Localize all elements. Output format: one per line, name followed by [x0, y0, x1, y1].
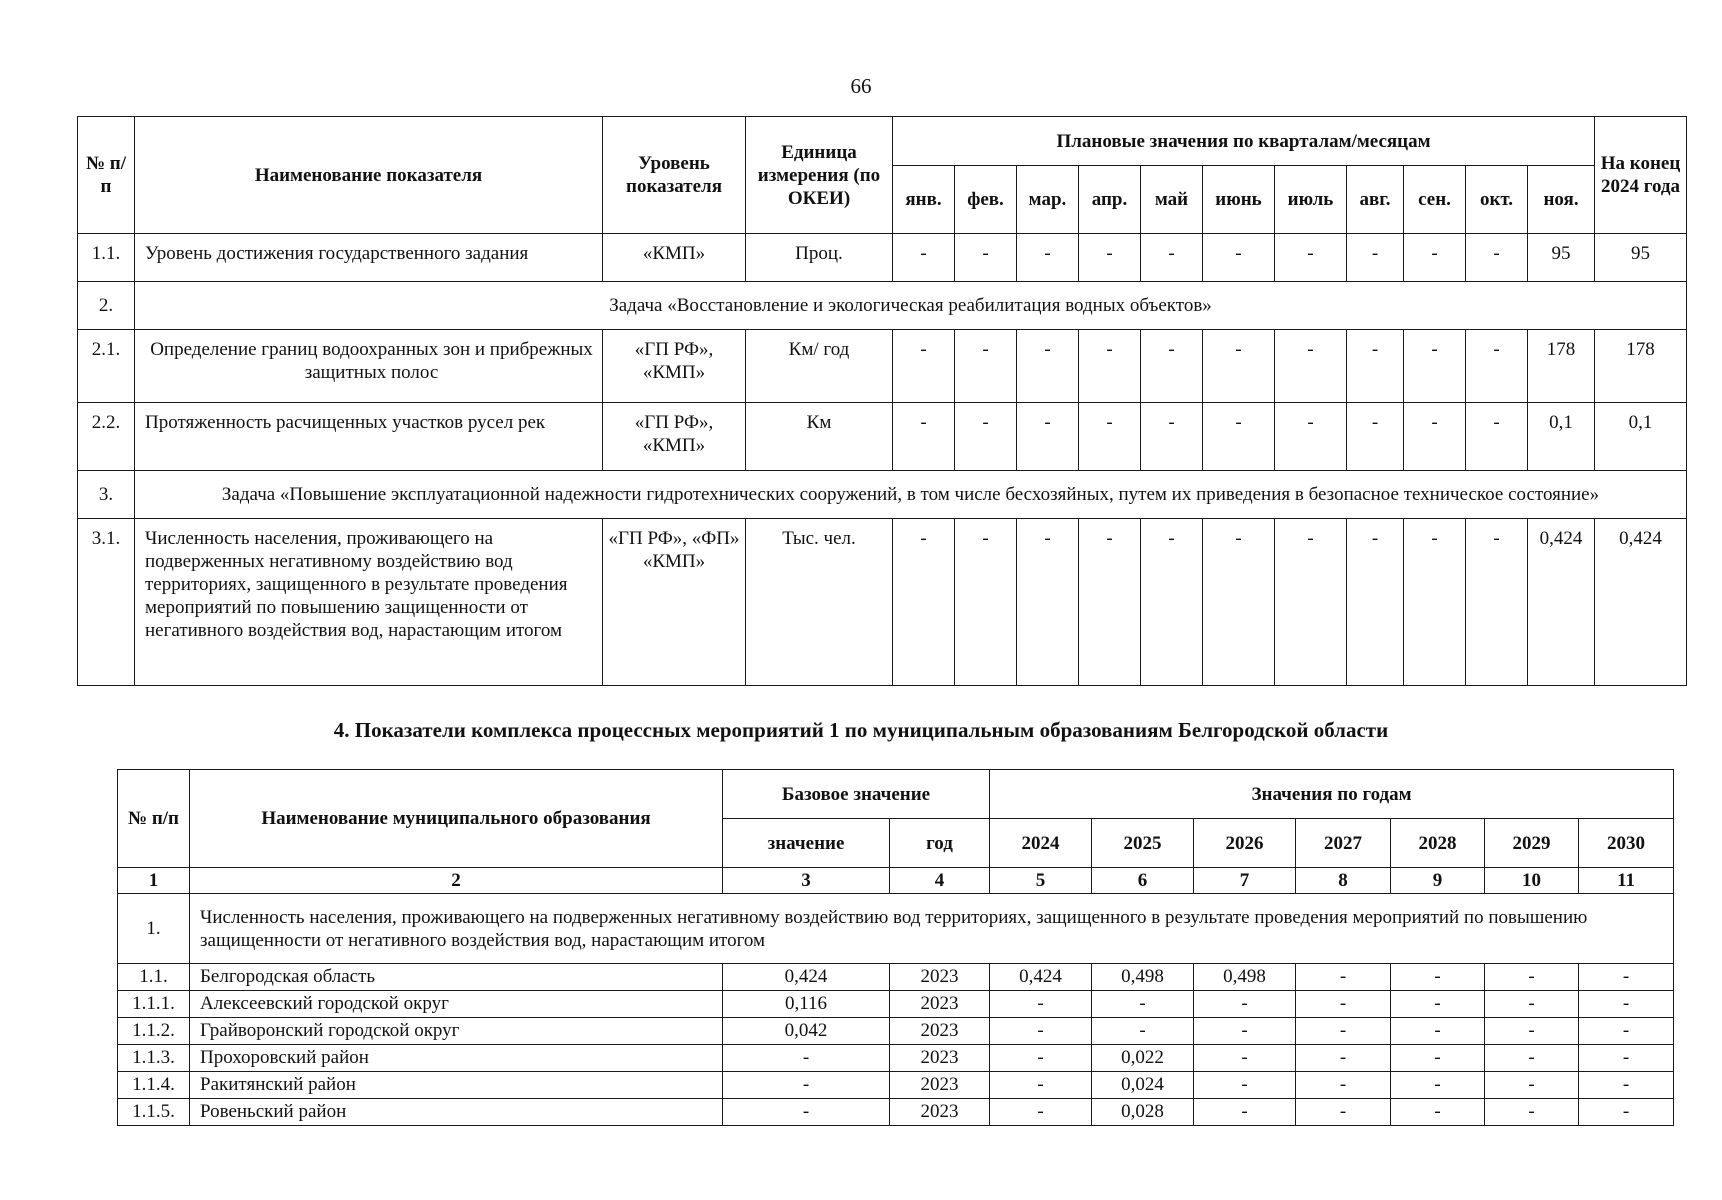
year-value: -: [1194, 1072, 1296, 1099]
indicator-level: «ГП РФ», «КМП»: [603, 403, 746, 471]
indicator-level: «ГП РФ», «ФП» «КМП»: [603, 519, 746, 686]
month-value: -: [1404, 330, 1466, 403]
row-num: 1.1.4.: [118, 1072, 190, 1099]
indicator-name: Протяженность расчищенных участков русел рек: [135, 403, 603, 471]
base-year: 2023: [890, 1018, 990, 1045]
year-value: -: [1194, 1099, 1296, 1126]
header-unit: Единица измерения (по ОКЕИ): [746, 117, 893, 234]
row-num: 1.1.2.: [118, 1018, 190, 1045]
month-value: -: [1466, 519, 1528, 686]
month-value: -: [893, 519, 955, 686]
base-value: 0,042: [723, 1018, 890, 1045]
t2-header-year: 2029: [1485, 819, 1579, 868]
month-value: -: [1203, 234, 1275, 282]
base-year: 2023: [890, 964, 990, 991]
header-num: № п/п: [78, 117, 135, 234]
indicator-row: [78, 519, 1687, 686]
month-value: -: [1203, 519, 1275, 686]
month-value: -: [1017, 234, 1079, 282]
header-month: апр.: [1079, 166, 1141, 234]
row-num: 1.1.3.: [118, 1045, 190, 1072]
indicator-unit: Тыс. чел.: [746, 519, 893, 686]
t2-header-year: 2028: [1391, 819, 1485, 868]
year-value: -: [1579, 1099, 1674, 1126]
year-value: 0,498: [1194, 964, 1296, 991]
t2-header-year: 2027: [1296, 819, 1391, 868]
header-month: окт.: [1466, 166, 1528, 234]
month-value: -: [1079, 234, 1141, 282]
year-value: -: [1579, 1018, 1674, 1045]
month-value: -: [1404, 234, 1466, 282]
column-number: 2: [190, 868, 723, 894]
header-month: фев.: [955, 166, 1017, 234]
base-year: 2023: [890, 1045, 990, 1072]
month-value: 95: [1528, 234, 1595, 282]
municipality-row: [118, 991, 1674, 1018]
base-value: -: [723, 1072, 890, 1099]
month-value: 0,1: [1528, 403, 1595, 471]
header-month: май: [1141, 166, 1203, 234]
section-title: 4. Показатели комплекса процессных мероприятий 1 по муниципальным образованиям Белгородской области: [333, 718, 1389, 742]
year-value: -: [1485, 1045, 1579, 1072]
municipality-row: [118, 964, 1674, 991]
header-level: Уровень показателя: [603, 117, 746, 234]
year-value: 0,022: [1092, 1045, 1194, 1072]
column-number: 4: [890, 868, 990, 894]
month-value: -: [1347, 403, 1404, 471]
year-value: -: [1194, 1018, 1296, 1045]
year-value: 0,498: [1092, 964, 1194, 991]
t2-header-years: Значения по годам: [990, 770, 1674, 819]
t2-header-base-year: год: [890, 819, 990, 868]
t2-header-year: 2025: [1092, 819, 1194, 868]
year-value: -: [1391, 964, 1485, 991]
indicator-name: Численность населения, проживающего на подверженных негативному воздействию вод территориях, защищенного в результате проведения мероприятий по повышению защищенности от негативного воздействия вод, нарастающим итогом: [135, 519, 603, 686]
month-value: -: [1275, 519, 1347, 686]
column-number: 3: [723, 868, 890, 894]
indicator-name: Определение границ водоохранных зон и прибрежных защитных полос: [135, 330, 603, 403]
month-value: -: [955, 519, 1017, 686]
month-value: -: [1141, 330, 1203, 403]
year-value: -: [1391, 1072, 1485, 1099]
month-value: -: [1141, 234, 1203, 282]
year-value: -: [1579, 964, 1674, 991]
column-number: 9: [1391, 868, 1485, 894]
row-num: 3.1.: [78, 519, 135, 686]
column-number-row: [118, 868, 1674, 894]
base-year: 2023: [890, 1099, 990, 1126]
month-value: 178: [1528, 330, 1595, 403]
municipality-row: [118, 1099, 1674, 1126]
indicator-unit: Проц.: [746, 234, 893, 282]
indicator-level: «ГП РФ», «КМП»: [603, 330, 746, 403]
year-value: -: [1296, 1018, 1391, 1045]
month-value: -: [893, 234, 955, 282]
base-year: 2023: [890, 991, 990, 1018]
month-value: -: [1347, 519, 1404, 686]
column-number: 10: [1485, 868, 1579, 894]
header-end: На конец 2024 года: [1595, 117, 1687, 234]
indicator-level: «КМП»: [603, 234, 746, 282]
column-number: 11: [1579, 868, 1674, 894]
t2-header-year: 2026: [1194, 819, 1296, 868]
month-value: -: [1466, 234, 1528, 282]
month-value: -: [1017, 330, 1079, 403]
month-value: -: [1079, 403, 1141, 471]
indicators-table: [77, 116, 1687, 686]
municipal-table: [117, 769, 1674, 1126]
year-value: -: [1092, 1018, 1194, 1045]
year-value: -: [1485, 1072, 1579, 1099]
column-number: 1: [118, 868, 190, 894]
header-name: Наименование показателя: [135, 117, 603, 234]
year-value: -: [990, 991, 1092, 1018]
month-value: -: [955, 330, 1017, 403]
group-row: [118, 894, 1674, 964]
row-num: 1.1.5.: [118, 1099, 190, 1126]
column-number: 5: [990, 868, 1092, 894]
month-value: -: [1203, 330, 1275, 403]
month-value: -: [893, 330, 955, 403]
municipality-name: Алексеевский городской округ: [190, 991, 723, 1018]
year-value: -: [1296, 1072, 1391, 1099]
t2-header-name: Наименование муниципального образования: [190, 770, 723, 868]
header-month: июнь: [1203, 166, 1275, 234]
page-number: 66: [850, 74, 872, 98]
t2-header-base: Базовое значение: [723, 770, 990, 819]
year-value: -: [1391, 1045, 1485, 1072]
task-row: [78, 471, 1687, 519]
year-value: -: [1485, 1099, 1579, 1126]
year-value: -: [1194, 1045, 1296, 1072]
t2-header-num: № п/п: [118, 770, 190, 868]
month-value: -: [1203, 403, 1275, 471]
year-value: -: [990, 1099, 1092, 1126]
year-value: -: [1092, 991, 1194, 1018]
group-num: 1.: [118, 894, 190, 964]
municipality-name: Прохоровский район: [190, 1045, 723, 1072]
month-value: -: [1404, 519, 1466, 686]
year-value: 0,028: [1092, 1099, 1194, 1126]
row-num: 2.1.: [78, 330, 135, 403]
column-number: 8: [1296, 868, 1391, 894]
row-num: 2.: [78, 282, 135, 330]
year-value: 0,424: [990, 964, 1092, 991]
year-value: -: [1391, 991, 1485, 1018]
month-value: -: [1017, 519, 1079, 686]
municipality-row: [118, 1045, 1674, 1072]
municipality-row: [118, 1072, 1674, 1099]
header-month: авг.: [1347, 166, 1404, 234]
base-value: 0,424: [723, 964, 890, 991]
year-value: -: [1485, 964, 1579, 991]
municipality-name: Грайворонский городской округ: [190, 1018, 723, 1045]
year-value: -: [1391, 1018, 1485, 1045]
municipality-name: Ровеньский район: [190, 1099, 723, 1126]
column-number: 6: [1092, 868, 1194, 894]
municipality-row: [118, 1018, 1674, 1045]
year-value: -: [1296, 991, 1391, 1018]
year-value: -: [990, 1045, 1092, 1072]
header-month: сен.: [1404, 166, 1466, 234]
month-value: 0,424: [1528, 519, 1595, 686]
year-value: -: [1485, 991, 1579, 1018]
end-value: 0,424: [1595, 519, 1687, 686]
base-value: -: [723, 1099, 890, 1126]
month-value: -: [1466, 330, 1528, 403]
t2-header-year: 2030: [1579, 819, 1674, 868]
task-title: Задача «Повышение эксплуатационной надежности гидротехнических сооружений, в том числе бесхозяйных, путем их приведения в безопасное техническое состояние»: [135, 471, 1687, 519]
year-value: -: [1296, 1045, 1391, 1072]
year-value: -: [1485, 1018, 1579, 1045]
base-year: 2023: [890, 1072, 990, 1099]
municipality-name: Белгородская область: [190, 964, 723, 991]
month-value: -: [1466, 403, 1528, 471]
header-plan: Плановые значения по кварталам/месяцам: [893, 117, 1595, 166]
row-num: 1.1.1.: [118, 991, 190, 1018]
indicator-row: [78, 403, 1687, 471]
row-num: 1.1.: [118, 964, 190, 991]
month-value: -: [1275, 234, 1347, 282]
year-value: 0,024: [1092, 1072, 1194, 1099]
year-value: -: [1579, 991, 1674, 1018]
year-value: -: [1194, 991, 1296, 1018]
year-value: -: [1579, 1072, 1674, 1099]
month-value: -: [1141, 403, 1203, 471]
column-number: 7: [1194, 868, 1296, 894]
end-value: 95: [1595, 234, 1687, 282]
task-row: [78, 282, 1687, 330]
row-num: 3.: [78, 471, 135, 519]
indicator-name: Уровень достижения государственного задания: [135, 234, 603, 282]
month-value: -: [1275, 330, 1347, 403]
month-value: -: [893, 403, 955, 471]
t2-header-year: 2024: [990, 819, 1092, 868]
group-title: Численность населения, проживающего на подверженных негативному воздействию вод территориях, защищенного в результате проведения мероприятий по повышению защищенности от негативного воздействия вод, нарастающим итогом: [190, 894, 1674, 964]
indicator-row: [78, 330, 1687, 403]
month-value: -: [1404, 403, 1466, 471]
indicator-unit: Км: [746, 403, 893, 471]
row-num: 1.1.: [78, 234, 135, 282]
month-value: -: [1017, 403, 1079, 471]
indicator-unit: Км/ год: [746, 330, 893, 403]
end-value: 178: [1595, 330, 1687, 403]
month-value: -: [955, 403, 1017, 471]
header-month: мар.: [1017, 166, 1079, 234]
year-value: -: [990, 1072, 1092, 1099]
base-value: 0,116: [723, 991, 890, 1018]
year-value: -: [1391, 1099, 1485, 1126]
base-value: -: [723, 1045, 890, 1072]
header-month: ноя.: [1528, 166, 1595, 234]
year-value: -: [1579, 1045, 1674, 1072]
month-value: -: [1275, 403, 1347, 471]
municipality-name: Ракитянский район: [190, 1072, 723, 1099]
month-value: -: [1079, 519, 1141, 686]
year-value: -: [990, 1018, 1092, 1045]
indicator-row: [78, 234, 1687, 282]
year-value: -: [1296, 1099, 1391, 1126]
header-month: июль: [1275, 166, 1347, 234]
task-title: Задача «Восстановление и экологическая реабилитация водных объектов»: [135, 282, 1687, 330]
end-value: 0,1: [1595, 403, 1687, 471]
month-value: -: [955, 234, 1017, 282]
row-num: 2.2.: [78, 403, 135, 471]
month-value: -: [1141, 519, 1203, 686]
year-value: -: [1296, 964, 1391, 991]
t2-header-base-value: значение: [723, 819, 890, 868]
header-month: янв.: [893, 166, 955, 234]
month-value: -: [1347, 234, 1404, 282]
month-value: -: [1079, 330, 1141, 403]
month-value: -: [1347, 330, 1404, 403]
